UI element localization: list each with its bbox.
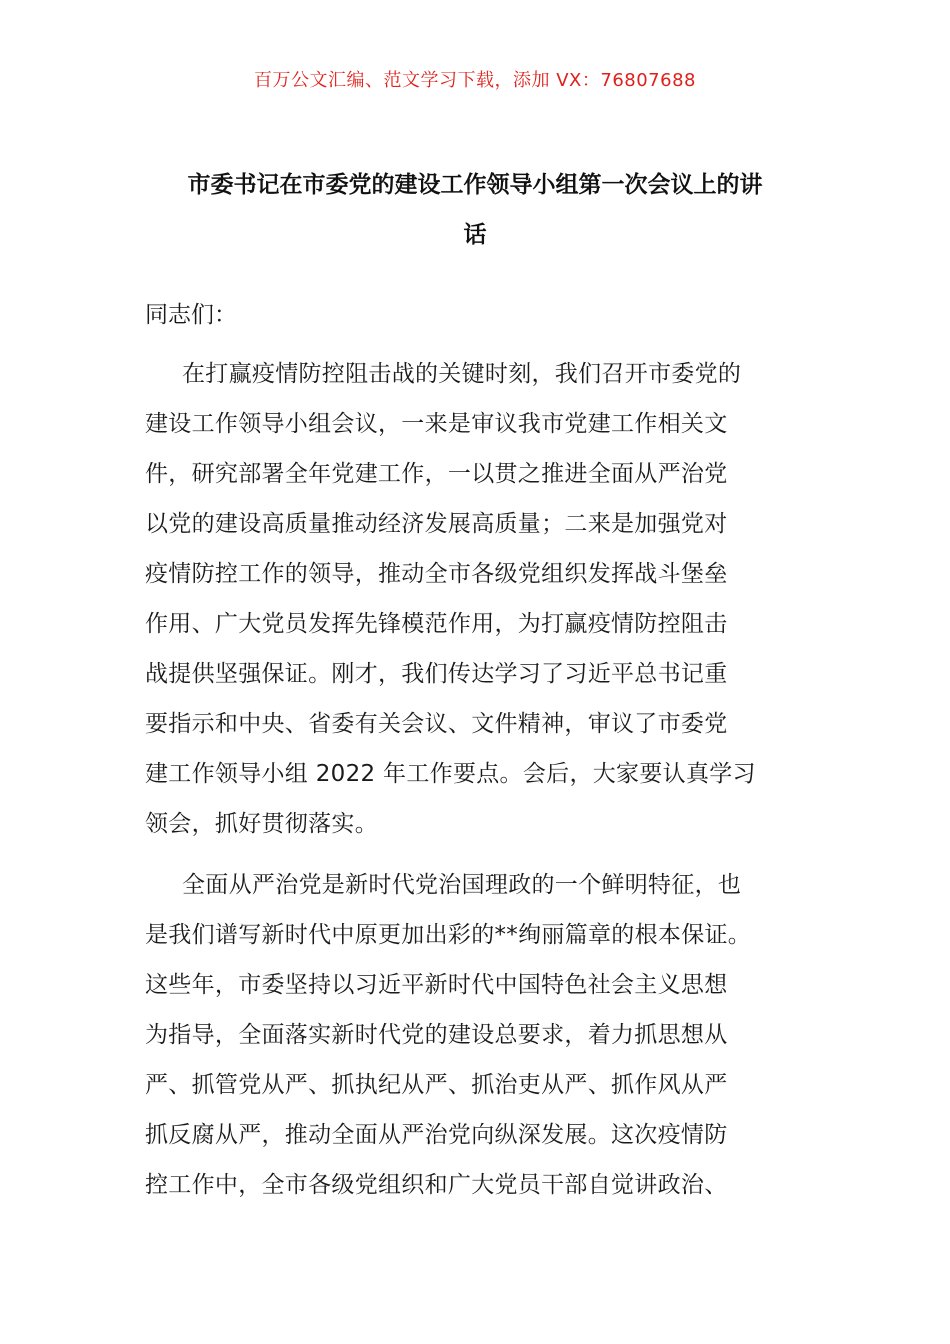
- paragraph-2: [145, 860, 810, 1210]
- paragraph-line: 要指示和中央、省委有关会议、文件精神，审议了市委党: [145, 711, 728, 737]
- paragraph-line: 疫情防控工作的领导，推动全市各级党组织发挥战斗堡垒: [145, 561, 728, 587]
- paragraph-line: 这些年，市委坚持以习近平新时代中国特色社会主义思想: [145, 972, 728, 998]
- paragraph-line: 建设工作领导小组会议，一来是审议我市党建工作相关文: [145, 411, 728, 437]
- paragraph-line: 全面从严治党是新时代党治国理政的一个鲜明特征，也: [182, 872, 742, 898]
- title-line: 市委书记在市委党的建设工作领导小组第一次会议上的讲: [187, 172, 763, 198]
- paragraph-line: 建工作领导小组 2022 年工作要点。会后，大家要认真学习: [145, 761, 756, 787]
- paragraph-line: 为指导，全面落实新时代党的建设总要求，着力抓思想从: [145, 1022, 728, 1048]
- paragraph-line: 作用、广大党员发挥先锋模范作用，为打赢疫情防控阻击: [145, 611, 728, 637]
- paragraph-line: 在打赢疫情防控阻击战的关键时刻，我们召开市委党的: [182, 361, 742, 387]
- paragraph-1: [145, 349, 810, 849]
- paragraph-line: 是我们谱写新时代中原更加出彩的**绚丽篇章的根本保证。: [145, 922, 752, 948]
- paragraph-line: 控工作中，全市各级党组织和广大党员干部自觉讲政治、: [145, 1172, 728, 1198]
- paragraph-line: 战提供坚强保证。刚才，我们传达学习了习近平总书记重: [145, 661, 728, 687]
- header-banner: 百万公文汇编、范文学习下载，添加 VX：76807688: [254, 70, 696, 91]
- title-line: 话: [463, 222, 487, 248]
- paragraph-line: 以党的建设高质量推动经济发展高质量；二来是加强党对: [145, 511, 728, 537]
- paragraph-line: 件，研究部署全年党建工作，一以贯之推进全面从严治党: [145, 461, 728, 487]
- document-title: [140, 160, 810, 260]
- paragraph-line: 严、抓管党从严、抓执纪从严、抓治吏从严、抓作风从严: [145, 1072, 728, 1098]
- paragraph-line: 领会，抓好贯彻落实。: [145, 811, 378, 837]
- paragraph-line: 抓反腐从严，推动全面从严治党向纵深发展。这次疫情防: [145, 1122, 728, 1148]
- salutation: 同志们：: [145, 302, 237, 328]
